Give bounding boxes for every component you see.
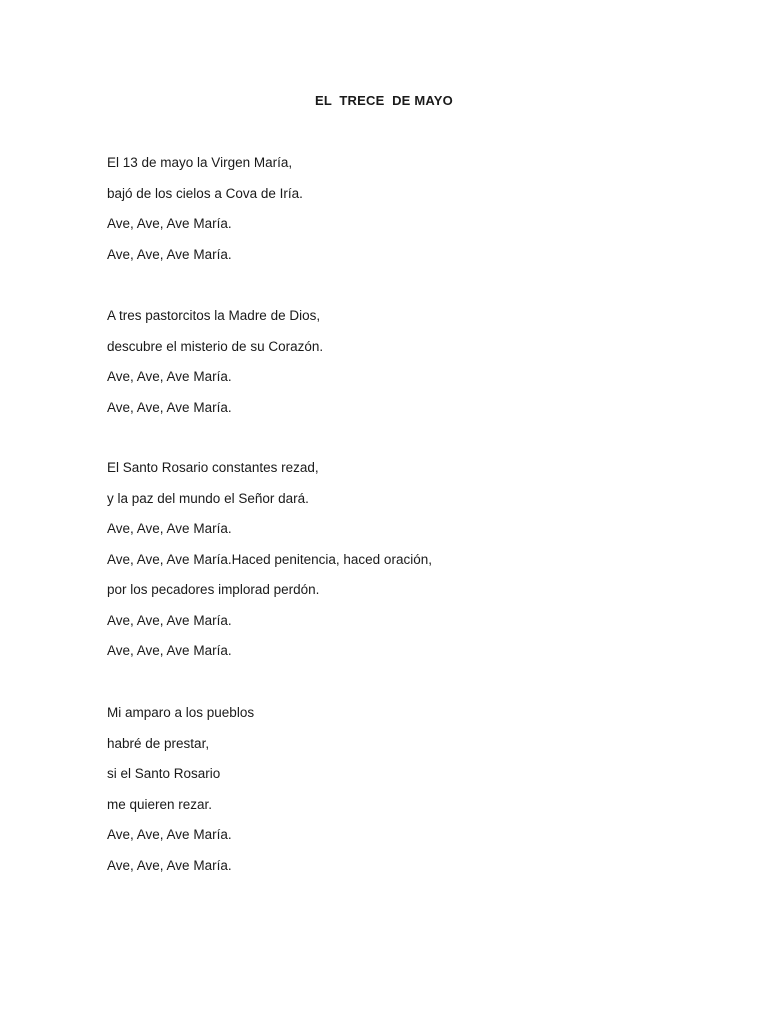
refrain-line: Ave, Ave, Ave María. <box>107 216 232 231</box>
verse-line: me quieren rezar. <box>107 796 213 812</box>
verse-line: bajó de los cielos a Cova de Iría. <box>107 185 303 201</box>
refrain-line: Ave, Ave, Ave María. <box>107 521 232 536</box>
verse-line: Mi amparo a los pueblos <box>107 705 255 720</box>
refrain-line: Ave, Ave, Ave María. <box>107 246 232 262</box>
page-title: EL TRECE DE MAYO <box>315 93 453 108</box>
refrain-line: Ave, Ave, Ave María. <box>107 369 232 384</box>
verse-line: habré de prestar, <box>107 735 210 751</box>
refrain-line: Ave, Ave, Ave María. <box>107 643 232 658</box>
verse-line: por los pecadores implorad perdón. <box>107 582 320 597</box>
stanza-2 <box>107 306 323 428</box>
verse-line: si el Santo Rosario <box>107 766 221 781</box>
refrain-line: Ave, Ave, Ave María. <box>107 399 232 415</box>
refrain-line: Ave, Ave, Ave María. <box>107 857 232 873</box>
verse-line: y la paz del mundo el Señor dará. <box>107 490 309 506</box>
stanza-4 <box>107 703 254 886</box>
verse-line: descubre el misterio de su Corazón. <box>107 338 324 354</box>
refrain-line: Ave, Ave, Ave María. <box>107 612 232 628</box>
verse-line: El Santo Rosario constantes rezad, <box>107 460 319 475</box>
verse-line: A tres pastorcitos la Madre de Dios, <box>107 308 321 323</box>
refrain-line: Ave, Ave, Ave María. <box>107 827 232 842</box>
verse-line: Ave, Ave, Ave María.Haced penitencia, haced oración, <box>107 551 432 567</box>
stanza-1 <box>107 153 303 275</box>
stanza-3 <box>107 458 432 672</box>
verse-line: El 13 de mayo la Virgen María, <box>107 155 293 170</box>
